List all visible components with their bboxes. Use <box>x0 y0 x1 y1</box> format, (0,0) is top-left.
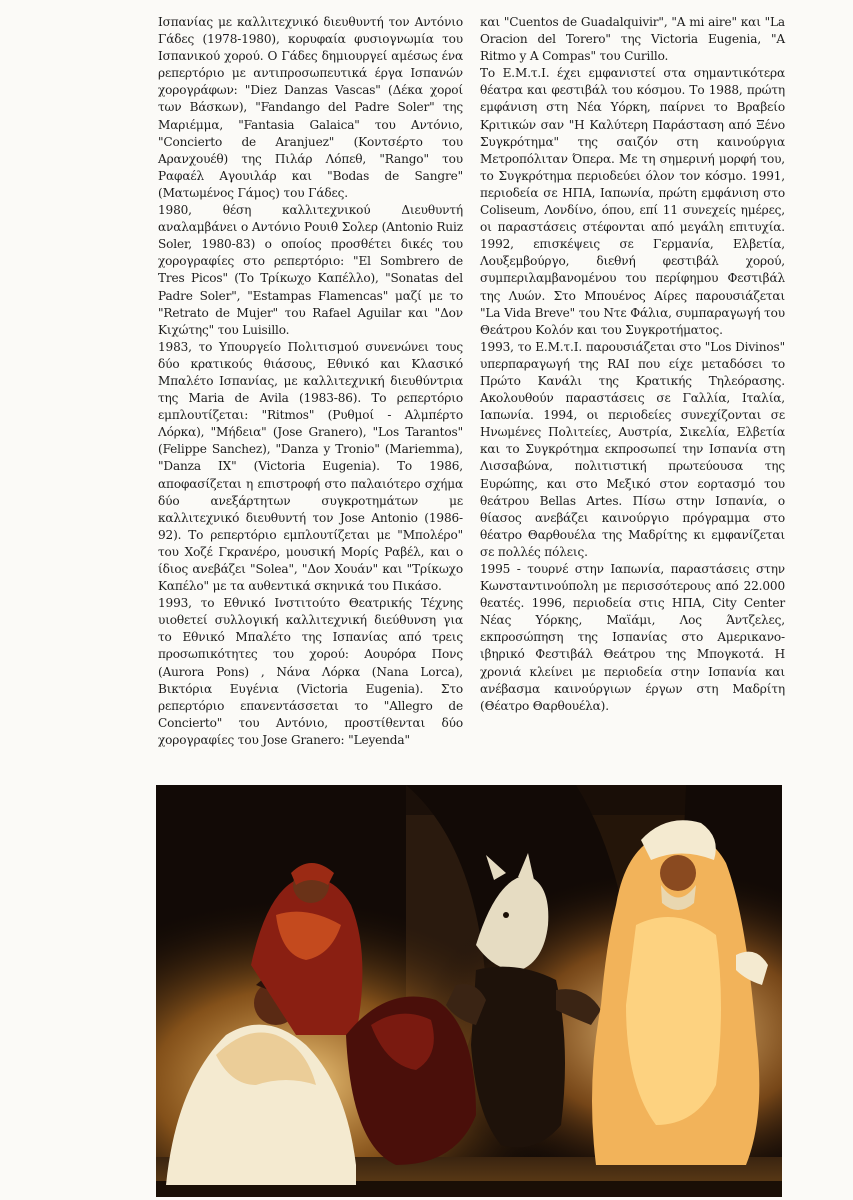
paragraph: 1995 - τουρνέ στην Ιαπωνία, παραστάσεις στην Κωνσταντινούπολη με περισσότερους από 22.000 θεατές. 1996, περιοδεία στις ΗΠΑ, City Center Νέας Υόρκης, Μαϊάμι, Λος Άντζελες, εκπροσώπηση της Ισπανίας στο Αμερικανο-ιβηρικό Φεστιβάλ Θεάτρου της Μπογκοτά. Η χρονιά κλείνει με περιοδεία στην Ισπανία και ανέβασμα καινούργιων έργων στη Μαδρίτη (Θέατρο Θαρθουέλα). <box>480 562 785 713</box>
performance-photo <box>156 785 782 1197</box>
mask-eye <box>503 912 509 918</box>
paragraph: Ισπανίας με καλλιτεχνικό διευθυντή τον Αντόνιο Γάδες (1978-1980), κορυφαία φυσιογνωμία του Ισπανικού χορού. Ο Γάδες δημιουργεί αμέσως ένα ρεπερτόριο με αντιπροσωπευτικά έργα Ισπανών χορογράφων: "Diez Danzas Vascas" (Δέκα χοροί των Βάσκων), "Fandango del Padre Soler" της Μαριέμμα, "Fantasia Galaica" του Αντόνιο, "Concierto de Aranjuez" (Κοντσέρτο του Αρανχουέθ) της Πιλάρ Λόπεθ, "Rango" του Ραφαέλ Αγουιλάρ και "Bodas de Sangre" (Ματωμένος Γάμος) του Γάδες. <box>158 15 463 200</box>
right-text-column <box>480 14 785 715</box>
paragraph: Το Ε.Μ.τ.Ι. έχει εμφανιστεί στα σημαντικότερα θέατρα και φεστιβάλ του κόσμου. Το 1988, πρώτη εμφάνιση στη Νέα Υόρκη, παίρνει το Βραβείο Κριτικών σαν "Η Καλύτερη Παράσταση από Ξένο Συγκρότημα" της σαιζόν στη καινούργια Μετροπόλιταν Όπερα. Με τη σημερινή μορφή του, το Συγκρότημα περιοδεύει όλον τον κόσμο. 1991, περιοδεία σε ΗΠΑ, Ιαπωνία, πρώτη εμφάνιση στο Coliseum, Λονδίνο, όπου, επί 11 συνεχείς ημέρες, οι παραστάσεις στέφονται από μεγάλη επιτυχία. 1992, επισκέψεις σε Γερμανία, Ελβετία, Λουξεμβούργο, διεθνή φεστιβάλ χορού, συμπεριλαμβανομένου του περίφημου Φεστιβάλ της Λυών. Στο Μπουένος Αίρες παρουσιάζεται "La Vida Breve" του Ντε Φάλια, συμπαραγωγή του Θεάτρου Κολόν και του Συγκροτήματος. <box>480 66 785 337</box>
paragraph: 1993, το Ε.Μ.τ.Ι. παρουσιάζεται στο "Los Divinos" υπερπαραγωγή της RAI που είχε μεταδόσει το Πρώτο Κανάλι της Κρατικής Τηλεόρασης. Ακολουθούν παραστάσεις σε Γαλλία, Ιταλία, Ιαπωνία. 1994, οι περιοδείες συνεχίζονται σε Ηνωμένες Πολιτείες, Αυστρία, Σικελία, Ελβετία και το Συγκρότημα εκπροσωπεί την Ισπανία στη Λισσαβώνα, πολιτιστική πρωτεύουσα της Ευρώπης, και στο Μεξικό στον εορτασμό του θεάτρου Bellas Artes. Πίσω στην Ισπανία, ο θίασος ανεβάζει καινούργιο πρόγραμμα στο θέατρο Θαρθουέλα της Μαδρίτης κι εμφανίζεται σε πολλές πόλεις. <box>480 339 785 559</box>
stage-scene-illustration <box>156 785 782 1197</box>
top-shadow <box>156 785 782 815</box>
dancer-head <box>660 855 696 891</box>
robe-highlight <box>626 917 721 1125</box>
paragraph: 1993, το Εθνικό Ινστιτούτο Θεατρικής Τέχνης υιοθετεί συλλογική καλλιτεχνική διεύθυνση για το Εθνικό Μπαλέτο της Ισπανίας από τρεις προσωπικότητες του χορού: Αουρόρα Πονς (Aurora Pons) , Νάνα Λόρκα (Nana Lorca), Βικτόρια Ευγένια (Victoria Eugenia). Στο ρεπερτόριο επανεντάσσεται το "Allegro de Concierto" του Αντόνιο, προστίθενται δύο χορογραφίες του Jose Granero: "Leyenda" <box>158 596 463 747</box>
paragraph: και "Cuentos de Guadalquivir", "A mi aire" και "La Oracion del Torero" της Victoria Eugenia, "A Ritmo y A Compas" του Curillo. <box>480 15 785 64</box>
left-text-column <box>158 14 463 749</box>
paragraph: 1983, το Υπουργείο Πολιτισμού συνενώνει τους δύο κρατικούς θιάσους, Εθνικό και Κλασικό Μπαλέτο Ισπανίας, με καλλιτεχνική διευθύντρια της Maria de Avila (1983-86). Το ρεπερτόριο εμπλουτίζεται: "Ritmos" (Ρυθμοί - Αλμπέρτο Λόρκα), "Μήδεια" (Jose Granero), "Los Tarantos" (Felippe Sanchez), "Danza y Tronio" (Mariemma), "Danza IX" (Victoria Eugenia). Το 1986, αποφασίζεται η επιστροφή στο παλαιότερο σχήμα δύο ανεξάρτητων συγκροτημάτων με καλλιτεχνικό διευθυντή τον Jose Antonio (1986-92). Το ρεπερτόριο εμπλουτίζεται με "Μπολέρο" του Χοζέ Γκρανέρο, μουσική Μορίς Ραβέλ, και ο ίδιος ανεβάζει "Solea", "Δον Χουάν" και "Τρίκωχο Καπέλο" με τα αυθεντικά σκηνικά του Πικάσο. <box>158 339 463 594</box>
paragraph: 1980, θέση καλλιτεχνικού Διευθυντή αναλαμβάνει ο Αντόνιο Ρουιθ Σολερ (Antonio Ruiz Soler, 1980-83) ο οποίος προσθέτει δικές του χορογραφίες στο ρεπερτόριο: "El Sombrero de Tres Picos" (Το Τρίκωχο Καπέλλο), "Sonatas del Padre Soler", "Estampas Flamencas" μαζί με το "Retrato de Mujer" του Rafael Aguilar και "Δον Κιχώτης" του Luisillo. <box>158 203 463 337</box>
